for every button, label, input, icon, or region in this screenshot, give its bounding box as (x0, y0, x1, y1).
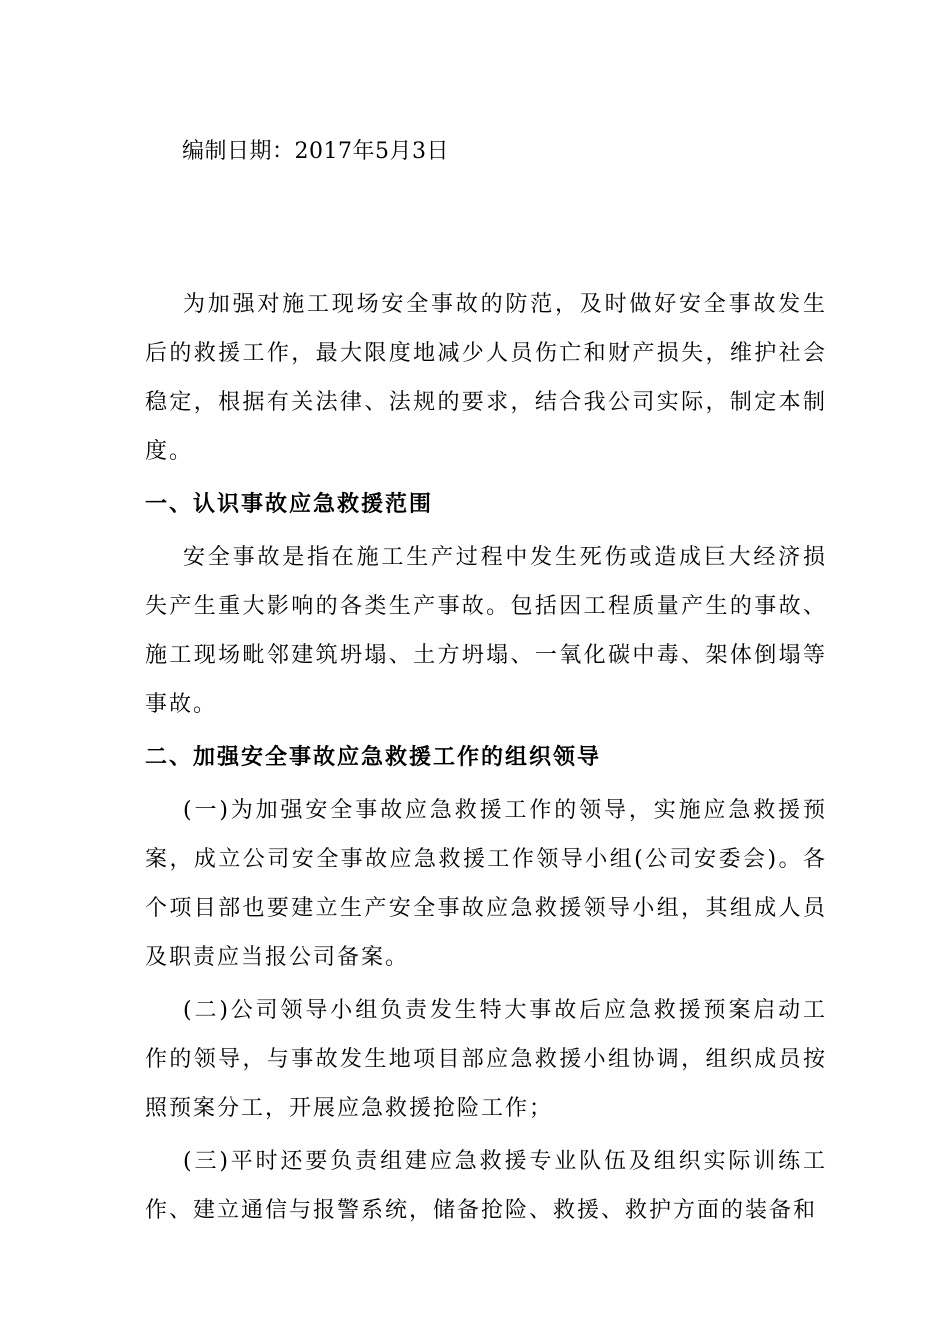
document-body (145, 280, 827, 1239)
section-2-heading: 二、加强安全事故应急救援工作的组织领导 (145, 745, 602, 770)
section-1-heading: 一、认识事故应急救援范围 (145, 492, 434, 517)
section-2-paragraph-2: (二)公司领导小组负责发生特大事故后应急救援预案启动工作的领导，与事故发生地项目部应急救援小组协调，组织成员按照预案分工，开展应急救援抢险工作； (145, 998, 827, 1121)
intro-paragraph: 为加强对施工现场安全事故的防范，及时做好安全事故发生后的救援工作，最大限度地减少人员伤亡和财产损失，维护社会稳定，根据有关法律、法规的要求，结合我公司实际，制定本制度。 (145, 292, 827, 464)
section-1-paragraph-1: 安全事故是指在施工生产过程中发生死伤或造成巨大经济损失产生重大影响的各类生产事故。包括因工程质量产生的事故、施工现场毗邻建筑坍塌、土方坍塌、一氧化碳中毒、架体倒塌等事故。 (145, 545, 827, 717)
compile-date: 编制日期：2017年5月3日 (182, 139, 449, 164)
section-2-paragraph-1: (一)为加强安全事故应急救援工作的领导，实施应急救援预案，成立公司安全事故应急救援工作领导小组(公司安委会)。各个项目部也要建立生产安全事故应急救援领导小组，其组成人员及职责应当报公司备案。 (145, 798, 827, 970)
section-2-paragraph-3: (三)平时还要负责组建应急救援专业队伍及组织实际训练工作、建立通信与报警系统，储备抢险、救援、救护方面的装备和 (145, 1149, 827, 1223)
